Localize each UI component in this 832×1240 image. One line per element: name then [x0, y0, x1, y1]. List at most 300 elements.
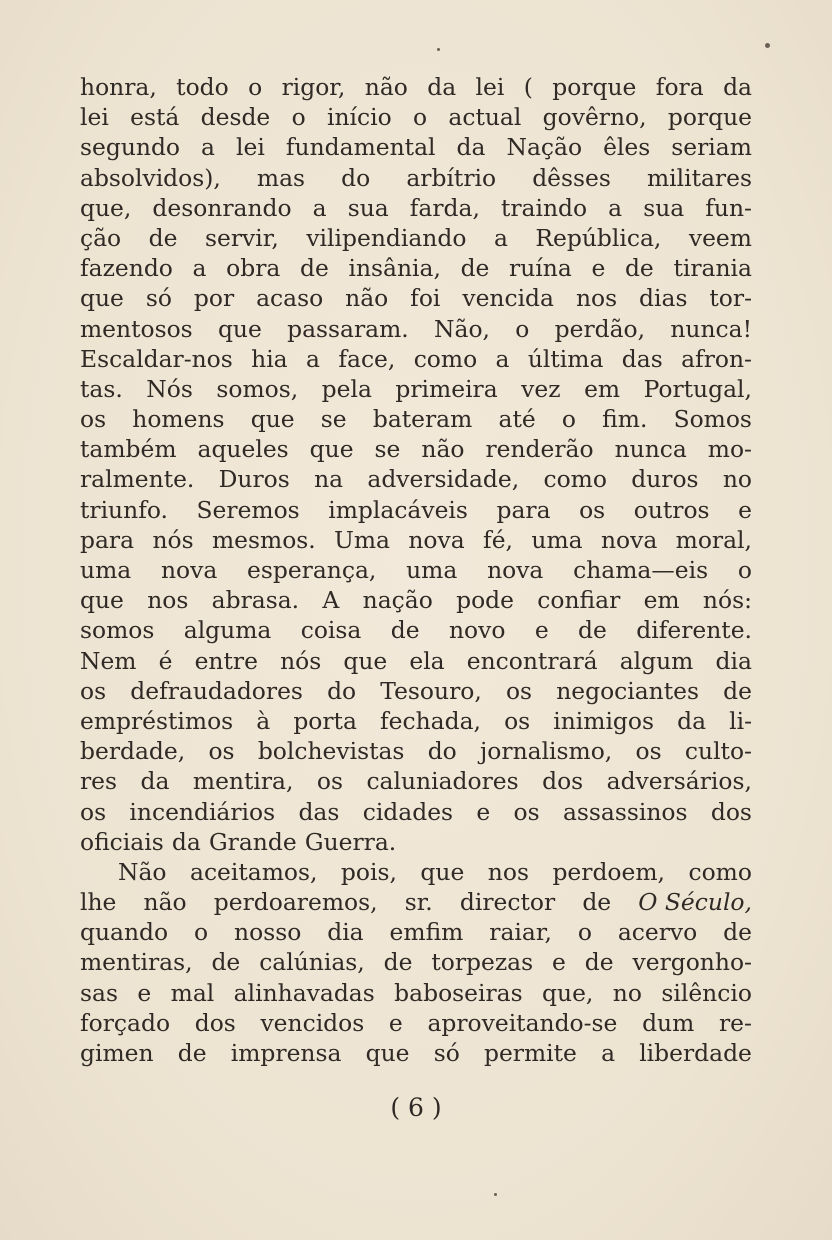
word: a — [201, 133, 215, 162]
word: Portugal, — [643, 374, 752, 403]
word: somos, — [216, 374, 299, 403]
word: o — [577, 918, 592, 947]
word: cidades — [362, 797, 454, 826]
word: berdade, — [80, 737, 186, 766]
text-line — [80, 615, 752, 645]
text-line — [80, 797, 752, 827]
word: mal — [170, 978, 215, 1007]
word: como — [688, 857, 752, 886]
word: não — [421, 435, 465, 464]
text-line — [80, 253, 752, 283]
word: A — [322, 586, 340, 615]
word: esperança, — [247, 556, 377, 584]
word: os — [80, 676, 107, 705]
paper-speck — [765, 43, 770, 48]
word: como — [543, 465, 607, 494]
word: República, — [535, 223, 662, 252]
word: ruína — [509, 254, 572, 283]
word: ralmente. — [80, 465, 195, 494]
word: incendiários — [129, 797, 276, 826]
word: abrasa. — [211, 586, 300, 615]
word: dos — [542, 767, 584, 796]
word: nova — [487, 556, 544, 584]
word: nós — [280, 646, 322, 675]
text-line — [80, 283, 752, 313]
word: de — [723, 918, 752, 947]
word: farda, — [409, 193, 480, 222]
word: a — [495, 344, 510, 373]
word: Não — [118, 857, 167, 886]
word: torpezas — [431, 948, 534, 977]
word: mas — [256, 163, 306, 192]
text-line — [80, 827, 752, 857]
word: culto- — [684, 737, 752, 766]
word: somos — [80, 616, 155, 645]
word: o — [561, 405, 576, 434]
word: como — [413, 344, 478, 373]
word: de — [383, 948, 413, 977]
word: li- — [729, 706, 752, 735]
word: porque — [552, 73, 637, 101]
word: o — [515, 314, 530, 343]
word: director — [459, 888, 556, 917]
paper-speck — [437, 48, 440, 51]
word: a — [601, 1039, 616, 1067]
word: mesmos. — [211, 525, 316, 554]
word: confiar — [537, 586, 621, 615]
word: dia — [327, 918, 364, 947]
word: traindo — [500, 193, 588, 222]
word: govêrno, — [542, 103, 647, 132]
word: assassinos — [562, 797, 688, 826]
word: nós — [152, 525, 194, 554]
word: caluniadores — [366, 767, 519, 796]
word: tor- — [709, 284, 752, 313]
word: Escaldar-nos — [80, 344, 233, 373]
word: chama—eis — [573, 556, 709, 584]
word: res — [80, 767, 118, 796]
word: de — [624, 254, 654, 283]
word: lei — [80, 103, 109, 132]
word: homens — [132, 405, 225, 434]
word: os — [635, 737, 662, 766]
text-line — [80, 887, 752, 917]
word: e — [137, 978, 152, 1007]
word: Grande — [209, 827, 297, 856]
word: diferente. — [636, 616, 752, 645]
word: fundamental — [285, 133, 436, 162]
word: imprensa — [230, 1039, 342, 1067]
word: da — [677, 706, 707, 735]
word: da — [171, 827, 201, 856]
word: sr. — [404, 888, 433, 917]
word: na — [314, 465, 344, 494]
word: só — [145, 284, 172, 313]
word: perdão, — [554, 314, 646, 343]
word: em — [584, 374, 621, 403]
text-line — [80, 1038, 752, 1068]
word: e — [738, 495, 752, 524]
word: os — [316, 767, 343, 796]
word: porque — [667, 103, 752, 132]
word: calúnias, — [259, 948, 365, 977]
word: da — [140, 767, 170, 796]
word: que — [250, 405, 295, 434]
word: forçado — [80, 1008, 171, 1037]
word: que — [80, 284, 124, 313]
word: perdoem, — [552, 857, 665, 886]
text-line — [80, 947, 752, 977]
text-line — [80, 495, 752, 525]
word: porta — [293, 706, 357, 735]
text-line — [80, 464, 752, 494]
word: está — [130, 103, 180, 132]
word: à — [256, 706, 271, 735]
word: Somos — [673, 405, 752, 434]
word: se — [320, 405, 347, 434]
word: negociantes — [556, 676, 699, 705]
word: que, — [542, 978, 594, 1007]
word: fora — [655, 73, 704, 101]
word: para — [496, 495, 551, 524]
word: êles — [603, 133, 651, 162]
text-line — [80, 163, 752, 193]
word: jornalismo, — [480, 737, 613, 766]
word: actual — [448, 103, 522, 132]
word: Não, — [434, 314, 490, 343]
word: fun- — [705, 193, 752, 222]
word: dêsses — [532, 163, 611, 192]
text-line — [80, 404, 752, 434]
word: empréstimos — [80, 706, 234, 735]
word: pela — [321, 374, 372, 403]
word: moral, — [675, 525, 752, 554]
word: desde — [200, 103, 271, 132]
word: sua — [347, 193, 389, 222]
word: nova — [600, 525, 658, 554]
word: do — [341, 163, 371, 192]
word: veem — [688, 223, 752, 252]
word: nação — [362, 586, 433, 615]
word: os — [80, 405, 107, 434]
word: perdoaremos, — [213, 888, 378, 917]
word: uma — [531, 525, 583, 554]
italic-word: O Século, — [638, 888, 752, 917]
word: nos — [147, 586, 189, 615]
word: vencidos — [260, 1008, 365, 1037]
word: insânia, — [348, 254, 441, 283]
text-line — [80, 132, 752, 162]
word: seriam — [671, 133, 752, 162]
word: permite — [483, 1039, 577, 1067]
page-number: ( 6 ) — [390, 1093, 442, 1122]
text-line — [80, 555, 752, 585]
word: quando — [80, 918, 169, 947]
word: ela — [409, 646, 445, 675]
word: que — [343, 646, 388, 675]
word: entre — [194, 646, 258, 675]
word: o — [737, 556, 752, 584]
word: vergonho- — [632, 948, 752, 977]
word: nos — [575, 284, 618, 313]
word: os — [513, 797, 540, 826]
word: vilipendiando — [306, 223, 467, 252]
word: tirania — [673, 254, 752, 283]
word: arbítrio — [406, 163, 497, 192]
word: emfim — [389, 918, 464, 947]
word: afron- — [681, 344, 752, 373]
word: aproveitando-se — [427, 1008, 618, 1037]
text-line — [80, 917, 752, 947]
text-line — [80, 857, 752, 887]
word: primeira — [395, 374, 498, 403]
word: nunca — [614, 435, 687, 464]
word: inimigos — [553, 706, 654, 735]
word: honra, — [80, 73, 157, 101]
word: de — [211, 948, 241, 977]
text-line — [80, 344, 752, 374]
word: Nós — [146, 374, 193, 403]
word: de — [578, 616, 607, 645]
word: implacáveis — [328, 495, 468, 524]
word: hia — [251, 344, 288, 373]
word: passaram. — [287, 314, 409, 343]
text-line — [80, 525, 752, 555]
word: alinhavadas — [233, 978, 375, 1007]
word: a — [493, 223, 508, 252]
word: de — [148, 223, 178, 252]
text-line — [80, 72, 752, 102]
word: não — [345, 284, 389, 313]
word: dos — [710, 797, 752, 826]
word: que — [365, 1039, 410, 1067]
word: Nem — [80, 646, 137, 675]
word: sas — [80, 978, 118, 1007]
word: fazendo — [80, 254, 173, 283]
body-text — [80, 72, 752, 1068]
word: re- — [718, 1008, 752, 1037]
word: também — [80, 435, 177, 464]
word: rigor, — [281, 73, 346, 101]
word: que — [309, 435, 354, 464]
word: adversários, — [606, 767, 752, 796]
text-line — [80, 676, 752, 706]
word: só — [433, 1039, 460, 1067]
word: os — [80, 797, 107, 826]
text-line — [80, 766, 752, 796]
word: segundo — [80, 133, 181, 162]
word: dos — [194, 1008, 236, 1037]
word: acaso — [256, 284, 324, 313]
word: lhe — [80, 888, 117, 917]
word: de — [177, 1039, 207, 1067]
text-line — [80, 706, 752, 736]
word: tas. — [80, 374, 123, 403]
word: Tesouro, — [380, 676, 482, 705]
word: aqueles — [197, 435, 289, 464]
word: Seremos — [196, 495, 300, 524]
word: e — [388, 1008, 403, 1037]
word: pois, — [340, 857, 397, 886]
word: de — [723, 676, 752, 705]
word: Nação — [506, 133, 583, 162]
text-line — [80, 585, 752, 615]
word: ( — [523, 73, 533, 101]
word: início — [327, 103, 392, 132]
word: Duros — [218, 465, 290, 494]
word: e — [591, 254, 606, 283]
word: e — [534, 616, 549, 645]
word: coisa — [300, 616, 362, 645]
word: Guerra. — [304, 827, 397, 856]
word: da — [427, 73, 457, 101]
word: Uma — [334, 525, 390, 554]
text-line — [80, 434, 752, 464]
word: absolvidos), — [80, 163, 221, 192]
text-line — [80, 314, 752, 344]
word: bateram — [372, 405, 473, 434]
word: em — [643, 586, 680, 615]
word: o — [413, 103, 428, 132]
word: da — [456, 133, 486, 162]
text-line — [80, 646, 752, 676]
word: foi — [410, 284, 441, 313]
word: para — [80, 525, 135, 554]
word: é — [158, 646, 173, 675]
word: mentosos — [80, 314, 193, 343]
word: aceitamos, — [190, 857, 318, 886]
word: nos — [487, 857, 529, 886]
word: nova — [160, 556, 218, 584]
word: dum — [642, 1008, 695, 1037]
word: mentira, — [192, 767, 294, 796]
word: triunfo. — [80, 495, 168, 524]
word: da — [723, 73, 752, 101]
word: lei — [236, 133, 265, 162]
word: liberdade — [639, 1039, 752, 1067]
word: fechada, — [380, 706, 481, 735]
word: até — [498, 405, 536, 434]
word: mentiras, — [80, 948, 193, 977]
text-line — [80, 374, 752, 404]
word: do — [327, 676, 357, 705]
word: de — [460, 254, 490, 283]
word: o — [248, 73, 263, 101]
word: uma — [406, 556, 458, 584]
word: os — [208, 737, 235, 766]
word: gimen — [80, 1039, 154, 1067]
word: os — [579, 495, 606, 524]
word: os — [504, 706, 531, 735]
text-line — [80, 223, 752, 253]
word: oficiais — [80, 827, 164, 856]
word: dias — [639, 284, 688, 313]
word: a — [192, 254, 207, 283]
word: a — [306, 344, 320, 373]
text-line — [80, 102, 752, 132]
word: dia — [715, 646, 752, 675]
word: vez — [521, 374, 561, 403]
word: renderão — [485, 435, 594, 464]
word: baboseiras — [394, 978, 523, 1007]
word: do — [427, 737, 457, 766]
word: fim. — [602, 405, 648, 434]
word: que — [217, 314, 262, 343]
word: o — [194, 918, 209, 947]
word: nosso — [234, 918, 302, 947]
word: no — [612, 978, 642, 1007]
word: outros — [633, 495, 710, 524]
word: não — [143, 888, 187, 917]
word: todo — [176, 73, 229, 101]
word: acervo — [617, 918, 698, 947]
word: de — [584, 948, 614, 977]
word: algum — [619, 646, 694, 675]
word: lei — [475, 73, 505, 101]
word: o — [291, 103, 306, 132]
word: última — [527, 344, 604, 373]
word: face, — [338, 344, 396, 373]
word: nunca! — [670, 314, 752, 343]
word: adversidade, — [367, 465, 520, 494]
text-line — [80, 193, 752, 223]
word: militares — [646, 163, 752, 192]
word: encontrará — [466, 646, 598, 675]
word: servir, — [205, 223, 279, 252]
word: silêncio — [661, 978, 752, 1007]
text-line — [80, 736, 752, 766]
word: a — [608, 193, 623, 222]
word: e — [476, 797, 491, 826]
word: bolchevistas — [257, 737, 405, 766]
word: e — [552, 948, 566, 977]
word: defraudadores — [130, 676, 303, 705]
word: a — [312, 193, 327, 222]
word: nova — [408, 525, 465, 554]
word: fé, — [483, 525, 513, 554]
word: uma — [80, 556, 132, 584]
word: os — [505, 676, 533, 705]
word: por — [193, 284, 235, 313]
word: de — [582, 888, 612, 917]
word: que, — [80, 193, 132, 222]
word: desonrando — [152, 193, 292, 222]
word: obra — [226, 254, 281, 283]
word: das — [621, 344, 663, 373]
paper-speck — [494, 1193, 497, 1196]
word: que — [80, 586, 124, 615]
word: no — [722, 465, 752, 494]
word: das — [298, 797, 340, 826]
word: de — [390, 616, 420, 645]
word: sua — [643, 193, 685, 222]
word: nós: — [702, 586, 752, 615]
word: vencida — [462, 284, 554, 313]
word: de — [300, 254, 329, 283]
word: ção — [80, 223, 122, 252]
word: alguma — [183, 616, 272, 645]
word: pode — [456, 586, 514, 615]
word: raiar, — [489, 918, 552, 947]
word: mo- — [707, 435, 752, 464]
word: que — [420, 857, 465, 886]
word: se — [374, 435, 401, 464]
word: não — [364, 73, 408, 101]
text-line — [80, 978, 752, 1008]
text-line — [80, 1008, 752, 1038]
word: duros — [631, 465, 699, 494]
word: novo — [448, 616, 506, 645]
